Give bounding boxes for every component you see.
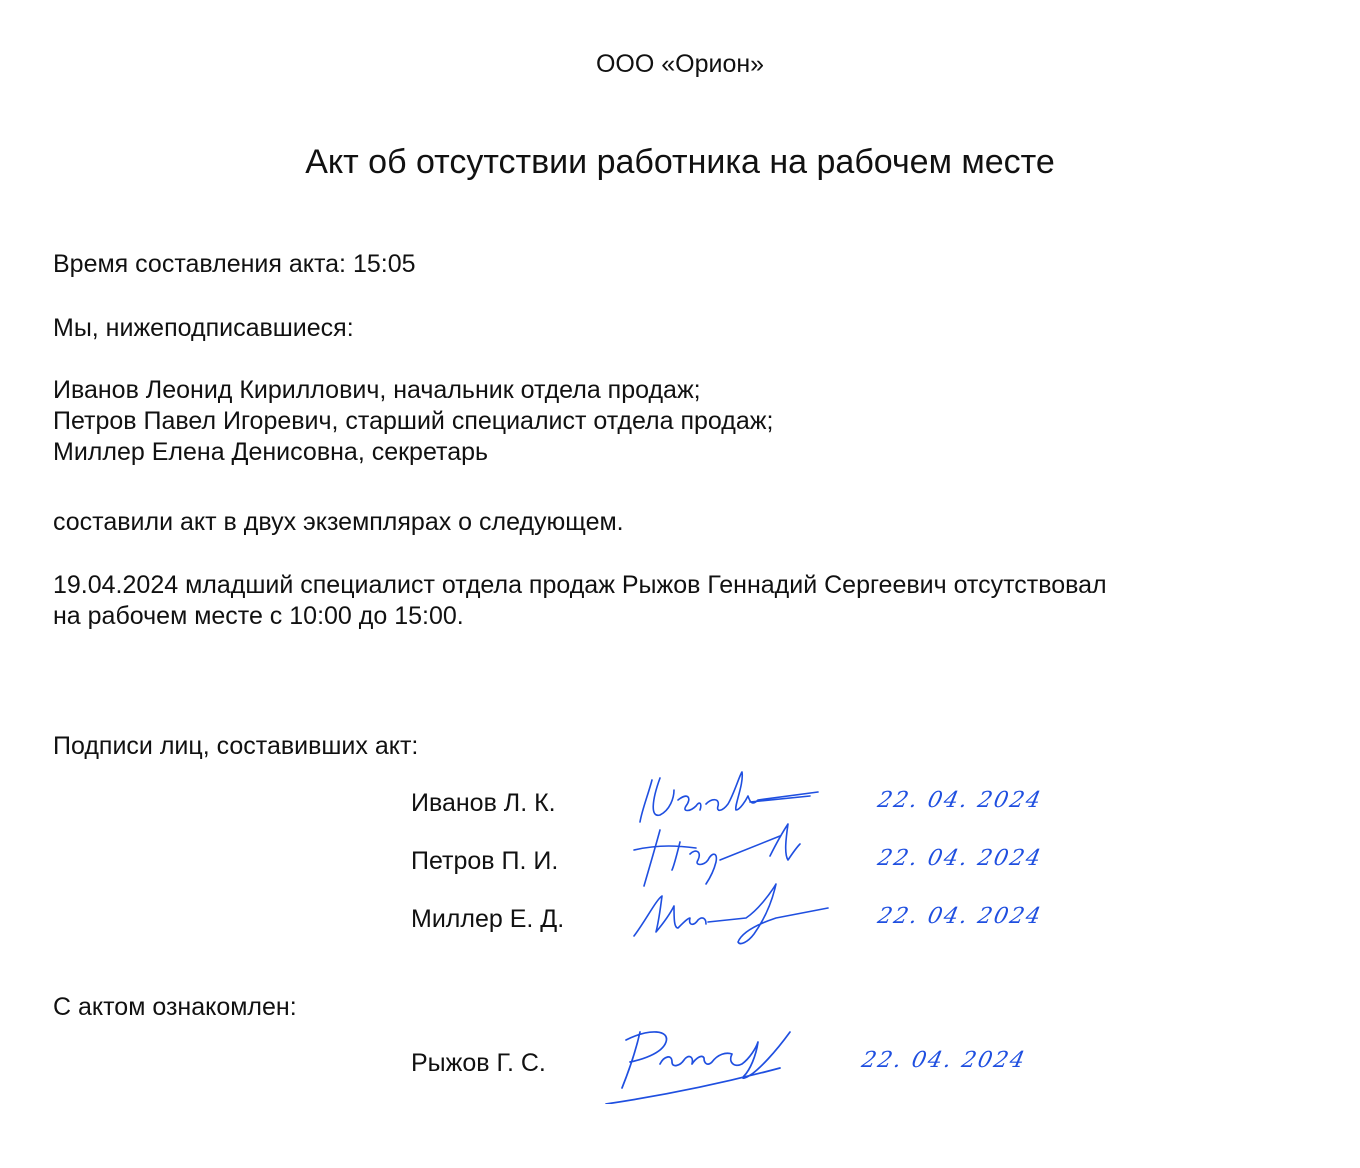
signatures-heading: Подписи лиц, составивших акт: <box>53 732 419 760</box>
signature-row <box>0 828 1360 888</box>
signer-name: Иванов Л. К. <box>411 789 556 817</box>
signer-name: Петров П. И. <box>411 847 559 875</box>
handwritten-signature <box>626 880 836 952</box>
acknowledgement-date: 22. 04. 2024 <box>859 1048 1029 1073</box>
fact-line: 19.04.2024 младший специалист отдела продаж Рыжов Геннадий Сергеевич отсутствовал <box>53 571 1107 599</box>
signer-name: Миллер Е. Д. <box>411 905 565 933</box>
acknowledged-person-name: Рыжов Г. С. <box>411 1049 546 1077</box>
compilation-time: Время составления акта: 15:05 <box>53 250 416 278</box>
acknowledgement-signature-row <box>0 1030 1360 1110</box>
compiled-line: составили акт в двух экземплярах о следующем. <box>53 508 624 536</box>
signature-date: 22. 04. 2024 <box>875 846 1045 871</box>
signature-row <box>0 886 1360 946</box>
member-line: Петров Павел Игоревич, старший специалист отдела продаж; <box>53 407 774 435</box>
member-line: Иванов Леонид Кириллович, начальник отдела продаж; <box>53 376 701 404</box>
signature-row <box>0 770 1360 830</box>
organization-name: ООО «Орион» <box>595 50 765 78</box>
fact-line: на рабочем месте с 10:00 до 15:00. <box>53 602 464 630</box>
handwritten-signature <box>630 770 830 830</box>
document-title: Акт об отсутствии работника на рабочем месте <box>305 143 1055 181</box>
fact-paragraph <box>53 570 1273 632</box>
members-list <box>53 375 773 468</box>
handwritten-signature <box>600 1018 810 1104</box>
signature-date: 22. 04. 2024 <box>875 788 1045 813</box>
acknowledgement-heading: С актом ознакомлен: <box>53 993 297 1021</box>
intro-line: Мы, нижеподписавшиеся: <box>53 314 354 342</box>
signature-date: 22. 04. 2024 <box>875 904 1045 929</box>
member-line: Миллер Елена Денисовна, секретарь <box>53 438 489 466</box>
